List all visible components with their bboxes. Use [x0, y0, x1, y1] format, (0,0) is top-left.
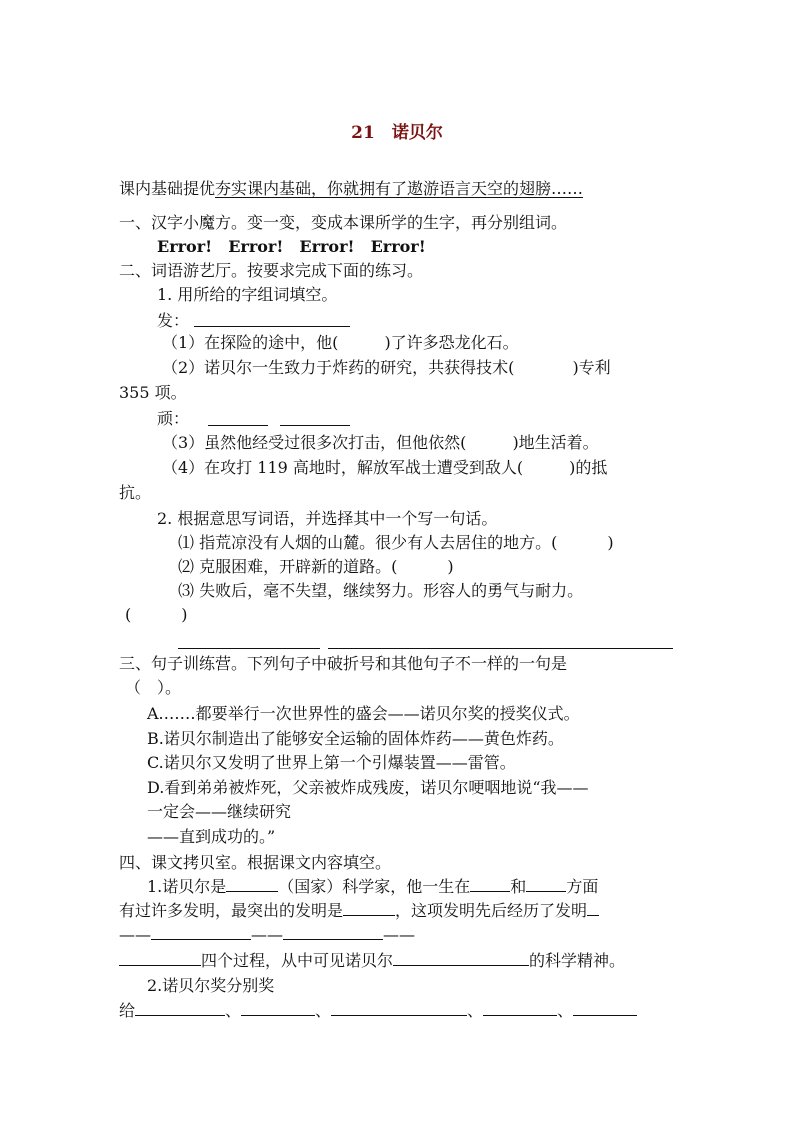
fa-question-1: （1）在探险的途中，他( )了许多恐龙化石。 — [162, 333, 519, 352]
option-d-line-1[interactable]: D.看到弟弟被炸死，父亲被炸成残废，诺贝尔哽咽地说“我—— — [147, 778, 589, 797]
fill-line-5: 2.诺贝尔奖分别奖 — [147, 976, 275, 995]
field-blank-1[interactable] — [470, 877, 510, 892]
intro-lead: 课内基础提优 — [119, 179, 216, 198]
fill-line-4: 四个过程，从中可见诺贝尔 的科学精神。 — [119, 950, 625, 972]
wan-question-3: （3）虽然他经受过很多次打击，但他依然( )地生活着。 — [162, 433, 599, 452]
option-d-line-2: 一定会——继续研究 — [147, 802, 292, 821]
q1-instruction: 1. 用所给的字组词填空。 — [157, 285, 338, 304]
section-4-heading: 四、课文拷贝室。根据课文内容填空。 — [119, 853, 392, 872]
title-name: 诺贝尔 — [391, 123, 443, 143]
intro-line — [119, 178, 583, 200]
intro-underlined: 夯实课内基础，你就拥有了遨游语言天空的翅膀…… — [215, 179, 584, 198]
fa-answer-blank[interactable] — [194, 326, 350, 327]
country-blank[interactable] — [226, 877, 278, 892]
q2-instruction: 2. 根据意思写词语，并选择其中一个写一句话。 — [157, 509, 498, 528]
option-a[interactable]: A.……都要举行一次世界性的盛会——诺贝尔奖的授奖仪式。 — [147, 704, 580, 723]
fill-line-6: 给 、 、 、 、 — [119, 1000, 637, 1022]
wan-line — [157, 408, 189, 430]
fill-line-1: 1.诺贝尔是 （国家）科学家，他一生在 和 方面 — [147, 877, 599, 896]
fa-line — [157, 310, 189, 332]
prize-blank-5[interactable] — [573, 1001, 637, 1016]
process-blank-4[interactable] — [119, 951, 201, 966]
fa-label: 发： — [157, 311, 190, 330]
section-3-heading: 三、句子训练营。下列句子中破折号和其他句子不一样的一句是 — [119, 654, 568, 673]
meaning-3: ⑶ 失败后，毫不失望，继续努力。形容人的勇气与耐力。 — [178, 581, 584, 600]
field-blank-2[interactable] — [526, 877, 566, 892]
wan-answer-blank-1[interactable] — [208, 425, 268, 426]
process-blank-1a[interactable] — [587, 901, 599, 916]
error-row — [157, 236, 426, 258]
prize-blank-2[interactable] — [241, 1001, 315, 1016]
wan-question-4-cont: 抗。 — [119, 483, 152, 502]
wan-answer-blank-2[interactable] — [280, 425, 350, 426]
prize-blank-4[interactable] — [483, 1001, 557, 1016]
title-number: 21 — [351, 123, 375, 143]
option-c[interactable]: C.诺贝尔又发明了世界上第一个引爆装置——雷管。 — [147, 753, 516, 772]
fill-line-2: 有过许多发明，最突出的发明是 ，这项发明先后经历了发明 — [119, 900, 599, 922]
section-2-heading: 二、词语游艺厅。按要求完成下面的练习。 — [119, 261, 424, 280]
meaning-2: ⑵ 克服困难，开辟新的道路。( ) — [178, 557, 454, 576]
option-b[interactable]: B.诺贝尔制造出了能够安全运输的固体炸药——黄色炸药。 — [147, 729, 564, 748]
spirit-blank[interactable] — [393, 951, 529, 966]
sentence-blank-word[interactable] — [178, 648, 320, 649]
error-4: Error! — [370, 237, 426, 256]
prize-blank-1[interactable] — [135, 1001, 225, 1016]
meaning-1: ⑴ 指荒凉没有人烟的山麓。很少有人去居住的地方。( ) — [178, 533, 614, 552]
section-3-paren: （ ）。 — [125, 678, 182, 697]
process-blank-2[interactable] — [151, 925, 251, 940]
page-title — [0, 118, 794, 143]
process-blank-3[interactable] — [283, 925, 383, 940]
error-1: Error! — [157, 237, 213, 256]
meaning-3-paren: ( ) — [125, 605, 188, 624]
error-3: Error! — [299, 237, 355, 256]
invention-blank[interactable] — [343, 901, 395, 916]
fa-question-2: （2）诺贝尔一生致力于炸药的研究，共获得技术( )专利 — [162, 358, 611, 377]
wan-label: 顽： — [157, 409, 190, 428]
prize-blank-3[interactable] — [331, 1001, 467, 1016]
fill-line-3: —— —— —— — [119, 925, 415, 944]
option-d-line-3: ——直到成功的。” — [147, 827, 276, 846]
section-1-heading: 一、汉字小魔方。变一变，变成本课所学的生字，再分别组词。 — [119, 213, 568, 232]
wan-question-4: （4）在攻打 119 高地时，解放军战士遭受到敌人( )的抵 — [162, 458, 608, 477]
error-2: Error! — [228, 237, 284, 256]
sentence-blank-sentence[interactable] — [328, 648, 673, 649]
fa-question-2-cont: 355 项。 — [119, 383, 187, 402]
